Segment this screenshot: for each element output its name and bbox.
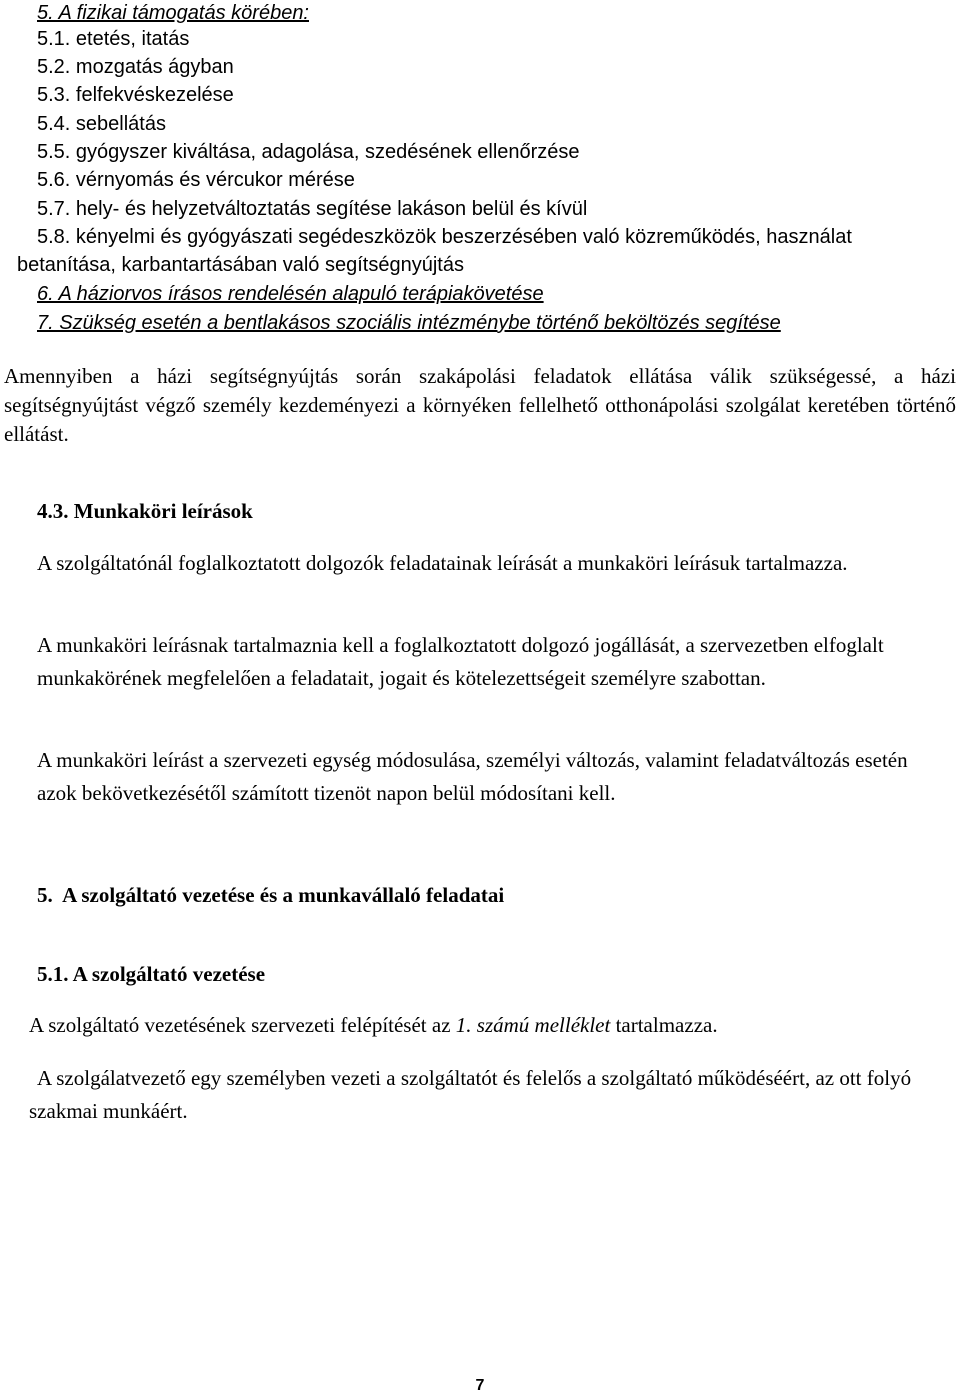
list-item: 5.2. mozgatás ágyban [37, 56, 234, 78]
section5-heading: 5. A fizikai támogatás körében: [37, 2, 309, 24]
page-number: 7 [475, 1377, 485, 1394]
job-description-paragraph-3: A munkaköri leírást a szervezeti egység módosulása, személyi változás, valamint feladatváltozás esetén azok bekövetkezésétől számított tizenöt napon belül módosítani kell. [37, 748, 908, 805]
list-item: 5.1. etetés, itatás [37, 28, 190, 50]
list-item: 5.4. sebellátás [37, 113, 166, 135]
section-5-heading: 5. A szolgáltató vezetése és a munkavállaló feladatai [37, 883, 505, 907]
list-item: 5.8. kényelmi és gyógyászati segédeszközök beszerzésében való közreműködés, használat [37, 226, 852, 248]
item-7: 7. Szükség esetén a bentlakásos szociális intézménybe történő beköltözés segítése [37, 312, 781, 334]
leadership-text-before: A szolgáltató vezetésének szervezeti felépítését az [29, 1013, 456, 1037]
list-item: 5.6. vérnyomás és vércukor mérése [37, 169, 355, 191]
section-5-1-heading: 5.1. A szolgáltató vezetése [37, 962, 266, 986]
item-6: 6. A háziorvos írásos rendelésén alapuló terápiakövetése [37, 283, 544, 305]
leadership-paragraph-1 [29, 1011, 718, 1039]
list-item: 5.3. felfekvéskezelése [37, 84, 234, 106]
job-description-paragraph-1: A szolgáltatónál foglalkoztatott dolgozók feladatainak leírását a munkaköri leírásuk tartalmazza. [37, 551, 848, 575]
leadership-text-after: tartalmazza. [610, 1013, 718, 1037]
list-item: betanítása, karbantartásában való segítségnyújtás [17, 254, 464, 276]
nursing-paragraph: Amennyiben a házi segítségnyújtás során szakápolási feladatok ellátása válik szükségessé, a házi segítségnyújtást végző személy kezdeményezi a környéken fellelhető otthonápolási szolgálat keretében történő ellátást. [4, 364, 956, 446]
list-item: 5.5. gyógyszer kiváltása, adagolása, szedésének ellenőrzése [37, 141, 580, 163]
job-description-paragraph-2: A munkaköri leírásnak tartalmaznia kell a foglalkoztatott dolgozó jogállását, a szervezetben elfoglalt munkakörének megfelelően a feladatait, jogait és kötelezettségeit személyre szabottan. [37, 633, 884, 690]
annex-reference: 1. számú melléklet [455, 1013, 611, 1037]
section-4-3-heading: 4.3. Munkaköri leírások [37, 499, 253, 523]
leadership-paragraph-2: A szolgálatvezető egy személyben vezeti a szolgáltatót és felelős a szolgáltató működéséért, az ott folyó szakmai munkáért. [29, 1066, 912, 1123]
list-item: 5.7. hely- és helyzetváltoztatás segítése lakáson belül és kívül [37, 198, 588, 220]
